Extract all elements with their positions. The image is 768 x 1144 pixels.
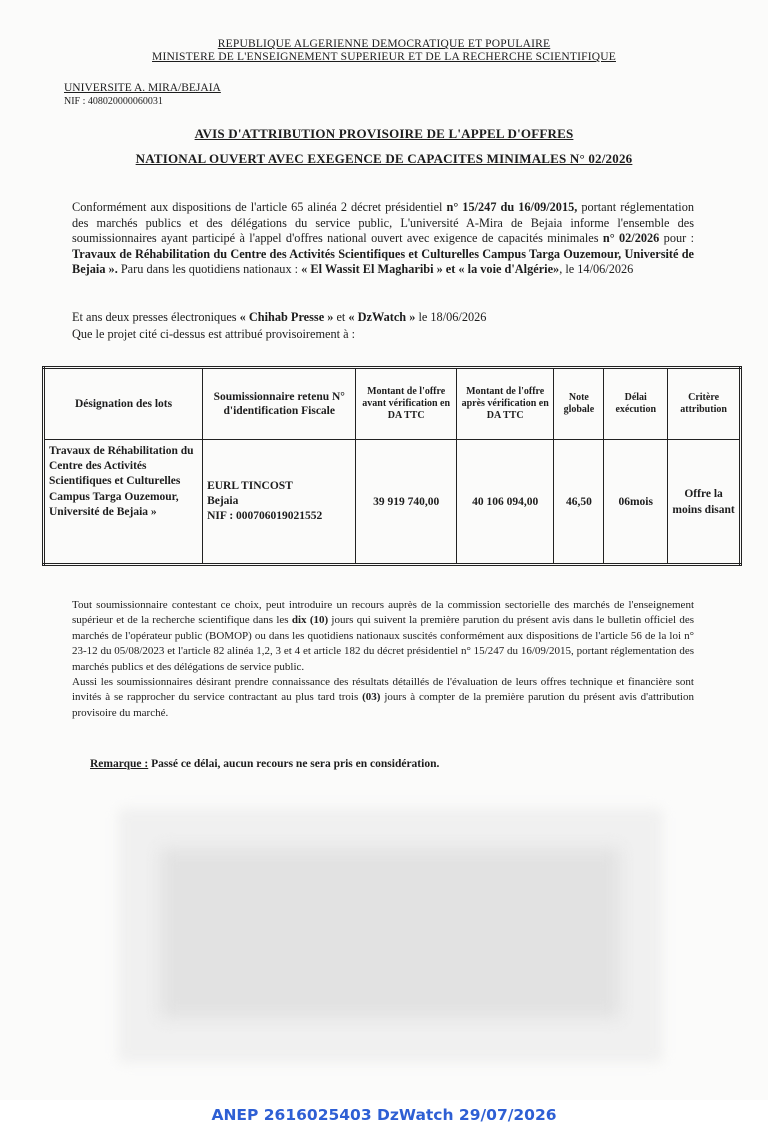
appeal-paragraph: Tout soumissionnaire contestant ce choix, peut introduire un recours auprès de la commission sectorielle des marchés de l'enseignement supérieur et de la recherche scientifique dans les dix (10) jours qui suivent la première parution du présent avis dans le bulletin officiel des marchés de l'opérateur public (BOMOP) ou dans les quotidiens nationaux suscités conformément aux dispositions de l'article 56 de la loi n° 23-12 du 05/08/2023 et l'article 82 alinéa 1,2, 3 et 4 et article 182 du décret présidentiel n° 15/247 du 16/09/2015, portant réglementation des marchés publics et des délégations de service public. Aussi les soumissionnaires désirant prendre connaissance des résultats détaillés de l'évaluation de leurs offres technique et financière sont invités à se rapprocher du service contractant au plus tard trois (03) jours à compter de la première parution du présent avis d'attribution provisoire du marché. [72, 599, 695, 719]
university-nif: NIF : 408020000060031 [64, 96, 163, 107]
remark [90, 758, 439, 770]
bidder-nif: NIF : 000706019021552 [207, 510, 323, 522]
header-score: Note globale [554, 368, 604, 440]
notice-title: AVIS D'ATTRIBUTION PROVISOIRE DE L'APPEL D'OFFRES [194, 126, 574, 141]
header-bidder: Soumissionnaire retenu N° d'identification Fiscale [203, 368, 356, 440]
bidder-city: Bejaia [207, 495, 239, 507]
bidder-company: EURL TINCOST [207, 480, 293, 492]
redacted-signature-area [160, 848, 620, 1018]
execution-delay: 06mois [604, 440, 668, 565]
header-criterion: Critère attribution [668, 368, 741, 440]
header-delay: Délai exécution [604, 368, 668, 440]
table-row [44, 440, 741, 565]
attribution-intro: Que le projet cité ci-dessus est attribué provisoirement à : [72, 327, 356, 341]
remark-text: Passé ce délai, aucun recours ne sera pris en considération. [148, 758, 440, 770]
university-name: UNIVERSITE A. MIRA/BEJAIA [64, 82, 221, 94]
attribution-criterion: Offre la moins disant [668, 440, 741, 565]
electronic-press-line: Et ans deux presses électroniques « Chihab Presse » et « DzWatch » le 18/06/2026 [72, 310, 487, 324]
ministry-header: MINISTERE DE L'ENSEIGNEMENT SUPERIEUR ET DE LA RECHERCHE SCIENTIFIQUE [152, 51, 616, 63]
header-amount-after: Montant de l'offre après vérification en DA TTC [456, 368, 554, 440]
notice-subtitle: NATIONAL OUVERT AVEC EXEGENCE DE CAPACITES MINIMALES N° 02/2026 [135, 151, 633, 166]
amount-after: 40 106 094,00 [456, 440, 554, 565]
table-header-row [44, 368, 741, 440]
intro-paragraph: Conformément aux dispositions de l'article 65 alinéa 2 décret présidentiel n° 15/247 du 16/09/2015, portant réglementation des marchés publics et des délégations du service public, L'université A-Mira de Bejaia informe l'ensemble des soumissionnaires ayant participé à l'appel d'offres national ouvert avec exigence de capacités minimales n° 02/2026 pour : Travaux de Réhabilitation du Centre des Activités Scientifiques et Culturelles Campus Targa Ouzemour, Université de Bejaia ». Paru dans les quotidiens nationaux : « El Wassit El Magharibi » et « la voie d'Algérie», le 14/06/2026 [72, 200, 694, 277]
publication-reference: ANEP 2616025403 DzWatch 29/07/2026 [211, 1106, 557, 1124]
republic-header: REPUBLIQUE ALGERIENNE DEMOCRATIQUE ET POPULAIRE [217, 38, 551, 50]
lot-designation: Travaux de Réhabilitation du Centre des Activités Scientifiques et Culturelles Campus Targa Ouzemour, Université de Bejaia » [44, 440, 203, 565]
remark-label: Remarque : [90, 758, 149, 770]
header-amount-before: Montant de l'offre avant vérification en DA TTC [356, 368, 457, 440]
global-score: 46,50 [554, 440, 604, 565]
amount-before: 39 919 740,00 [356, 440, 457, 565]
header-designation: Désignation des lots [44, 368, 203, 440]
attribution-table [42, 366, 742, 566]
bidder-cell [203, 440, 356, 565]
